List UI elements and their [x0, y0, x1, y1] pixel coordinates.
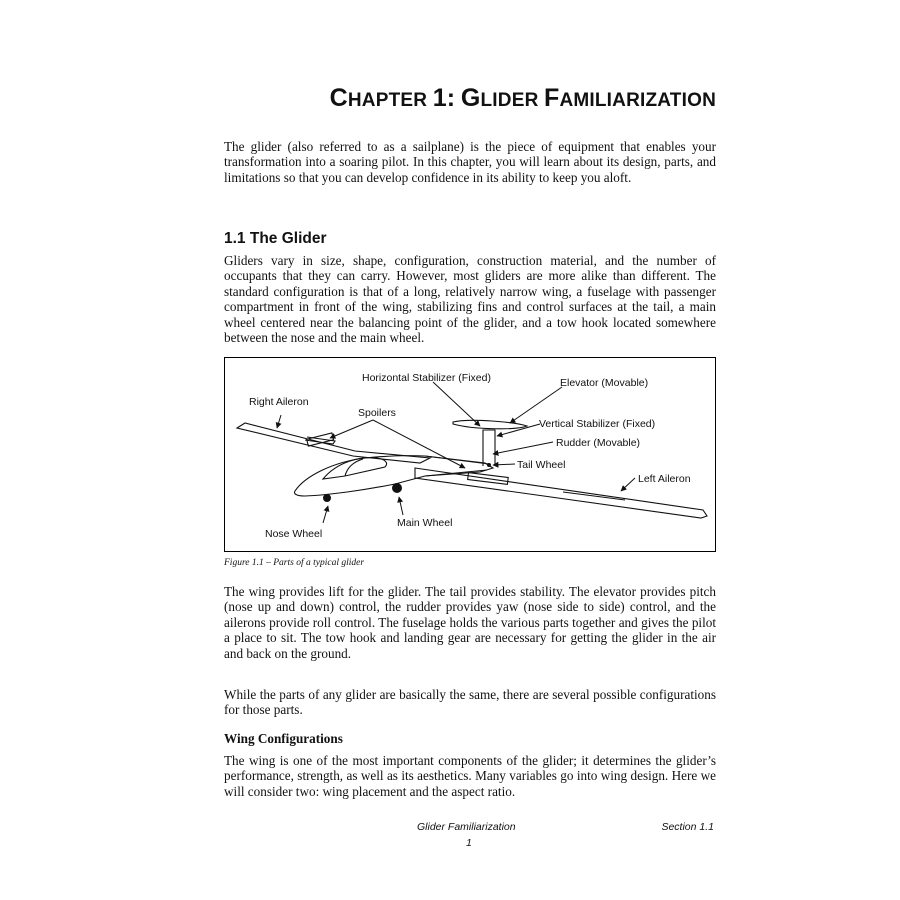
section-heading: 1.1 The Glider [224, 230, 327, 247]
glider-diagram [224, 357, 716, 552]
label-left-aileron: Left Aileron [638, 473, 691, 485]
body-paragraph-2: While the parts of any glider are basically the same, there are several possible configurations for those parts. [224, 687, 716, 718]
chapter-title-initial: F [543, 84, 560, 112]
horizontal-stabilizer [453, 420, 527, 428]
left-aileron-surface [563, 492, 625, 500]
chapter-title-initial: G [460, 84, 481, 112]
figure-caption: Figure 1.1 – Parts of a typical glider [224, 558, 365, 568]
nose-wheel [323, 494, 331, 502]
label-horizontal-stabilizer: Horizontal Stabilizer (Fixed) [362, 372, 491, 384]
chapter-title [222, 84, 716, 113]
subsection-paragraph: The wing is one of the most important components of the glider; it determines the glider’s performance, strength, as well as its aesthetics. Many variables go into wing design. Here we will consider two: wing placement and the aspect ratio. [224, 753, 716, 799]
label-vertical-stabilizer: Vertical Stabilizer (Fixed) [539, 418, 656, 430]
chapter-number: 1: [432, 84, 456, 112]
footer-section: Section 1.1 [661, 821, 714, 833]
vertical-stabilizer [483, 430, 495, 466]
section-paragraph: Gliders vary in size, shape, configuration, construction material, and the number of occupants that they can carry. However, most gliders are more alike than different. The standard configuration is that of a long, relatively narrow wing, a fuselage with passenger compartment in front of the wing, stabilizing fins and control surfaces at the tail, a main wheel centered near the balancing point of the glider, and a tow hook located somewhere between the nose and the main wheel. [224, 253, 716, 346]
label-nose-wheel: Nose Wheel [265, 528, 323, 540]
label-main-wheel: Main Wheel [397, 517, 453, 529]
body-paragraph-1: The wing provides lift for the glider. The tail provides stability. The elevator provides pitch (nose up and down) control, the rudder provides yaw (nose side to side) control, and the ailerons provide roll control. The fuselage holds the various parts together and gives the pilot a place to sit. The tow hook and landing gear are necessary for getting the glider in the air and back on the ground. [224, 584, 716, 661]
footer-title: Glider Familiarization [417, 821, 516, 833]
chapter-title-word: HAPTER [347, 90, 428, 111]
canopy [323, 458, 387, 479]
label-elevator: Elevator (Movable) [560, 377, 649, 389]
intro-paragraph: The glider (also referred to as a sailplane) is the piece of equipment that enables your transformation into a soaring pilot. In this chapter, you will learn about its design, parts, and limitations so that you can develop confidence in its ability to keep you aloft. [224, 139, 716, 185]
chapter-title-word: AMILIARIZATION [559, 90, 716, 111]
chapter-title-initial: C [329, 84, 348, 112]
label-right-aileron: Right Aileron [249, 396, 309, 408]
label-rudder: Rudder (Movable) [556, 437, 641, 449]
page-number: 1 [466, 837, 472, 849]
leader-lines [277, 382, 635, 523]
subsection-heading: Wing Configurations [224, 731, 343, 746]
main-wheel [392, 483, 402, 493]
glider-illustration [225, 358, 717, 553]
label-spoilers: Spoilers [358, 407, 396, 419]
chapter-title-word: LIDER [480, 90, 539, 111]
label-tail-wheel: Tail Wheel [517, 459, 566, 471]
tail-wheel [487, 463, 491, 467]
glider-outline [237, 420, 707, 518]
